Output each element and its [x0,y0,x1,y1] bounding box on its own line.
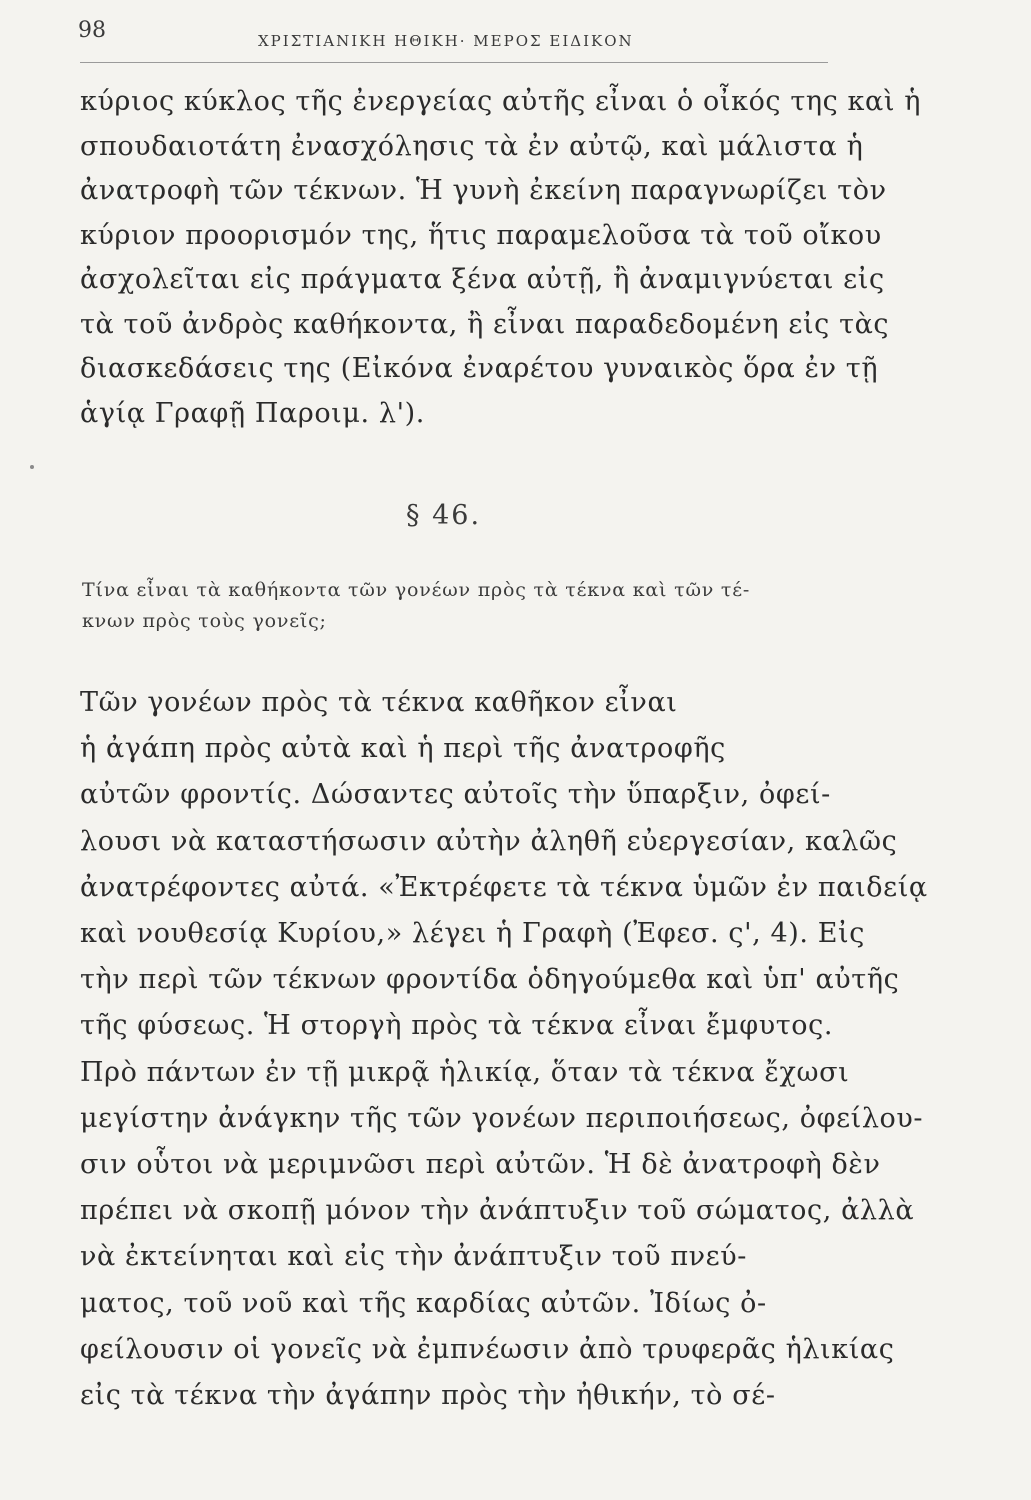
question-line: Τίνα εἶναι τὰ καθήκοντα τῶν γονέων πρὸς τὰ τέκνα καὶ τῶν τέ- [82,579,751,601]
question-line: κνων πρὸς τοὺς γονεῖς; [82,610,327,632]
text-line: Τῶν γονέων πρὸς τὰ τέκνα καθῆκον εἶναι [80,687,678,718]
text-line: εἰς τὰ τέκνα τὴν ἀγάπην πρὸς τὴν ἠθικήν, τὸ σέ- [80,1380,776,1412]
text-line: τῆς φύσεως. Ἡ στοργὴ πρὸς τὰ τέκνα εἶναι ἔμφυτος. [80,1010,834,1042]
text-line: ἀνατροφὴ τῶν τέκνων. Ἡ γυνὴ ἐκείνη παραγνωρίζει τὸν [80,175,887,206]
header-rule [80,62,828,63]
text-line: πρέπει νὰ σκοπῇ μόνον τὴν ἀνάπτυξιν τοῦ σώματος, ἀλλὰ [80,1195,915,1227]
text-line: ἁγίᾳ Γραφῇ Παροιμ. λ'). [80,397,425,429]
text-line: καὶ νουθεσίᾳ Κυρίου,» λέγει ἡ Γραφὴ (Ἐφεσ. ς', 4). Εἰς [80,918,865,950]
text-line: ματος, τοῦ νοῦ καὶ τῆς καρδίας αὐτῶν. Ἰδίως ὀ- [80,1287,767,1319]
text-line: μεγίστην ἀνάγκην τῆς τῶν γονέων περιποιήσεως, ὀφείλου- [80,1102,924,1134]
text-line: Πρὸ πάντων ἐν τῇ μικρᾷ ἡλικίᾳ, ὅταν τὰ τέκνα ἔχωσι [80,1056,850,1088]
text-line: λουσι νὰ καταστήσωσιν αὐτὴν ἀληθῆ εὐεργεσίαν, καλῶς [80,825,898,857]
margin-speck [30,465,34,469]
text-line: φείλουσιν οἱ γονεῖς νὰ ἐμπνέωσιν ἀπὸ τρυφερᾶς ἡλικίας [80,1333,895,1365]
text-line: διασκεδάσεις της (Εἰκόνα ἐναρέτου γυναικὸς ὅρα ἐν τῇ [80,353,879,384]
text-line: τὴν περὶ τῶν τέκνων φροντίδα ὁδηγούμεθα καὶ ὑπ' αὐτῆς [80,964,900,996]
text-line: ἀνατρέφοντες αὐτά. «Ἐκτρέφετε τὰ τέκνα ὑμῶν ἐν παιδείᾳ [80,871,928,903]
text-line: ἀσχολεῖται εἰς πράγματα ξένα αὐτῇ, ἢ ἀναμιγνύεται εἰς [80,264,885,295]
text-line: ἡ ἀγάπη πρὸς αὐτὰ καὶ ἡ περὶ τῆς ἀνατροφῆς [80,733,726,765]
running-title: ΧΡΙΣΤΙΑΝΙΚΗ ΗΘΙΚΗ· ΜΕΡΟΣ ΕΙΔΙΚΟΝ [258,32,634,50]
answer-paragraph [80,680,928,1419]
text-line: σπουδαιοτάτη ἐνασχόλησις τὰ ἐν αὐτῷ, καὶ μάλιστα ἡ [80,130,864,162]
text-line: κύριος κύκλος τῆς ἐνεργείας αὐτῆς εἶναι ὁ οἶκός της καὶ ἡ [80,86,922,117]
text-line: τὰ τοῦ ἀνδρὸς καθήκοντα, ἢ εἶναι παραδεδομένη εἰς τὰς [80,308,890,340]
continued-paragraph [80,80,922,436]
text-line: αὐτῶν φροντίς. Δώσαντες αὐτοῖς τὴν ὕπαρξιν, ὀφεί- [80,779,831,811]
page-number: 98 [78,18,106,43]
text-line: κύριον προορισμόν της, ἥτις παραμελοῦσα τὰ τοῦ οἴκου [80,219,882,251]
text-line: νὰ ἐκτείνηται καὶ εἰς τὴν ἀνάπτυξιν τοῦ πνεύ- [80,1241,747,1273]
section-question [82,575,827,637]
section-heading: § 46. [406,500,482,531]
text-line: σιν οὗτοι νὰ μεριμνῶσι περὶ αὐτῶν. Ἡ δὲ ἀνατροφὴ δὲν [80,1149,881,1181]
